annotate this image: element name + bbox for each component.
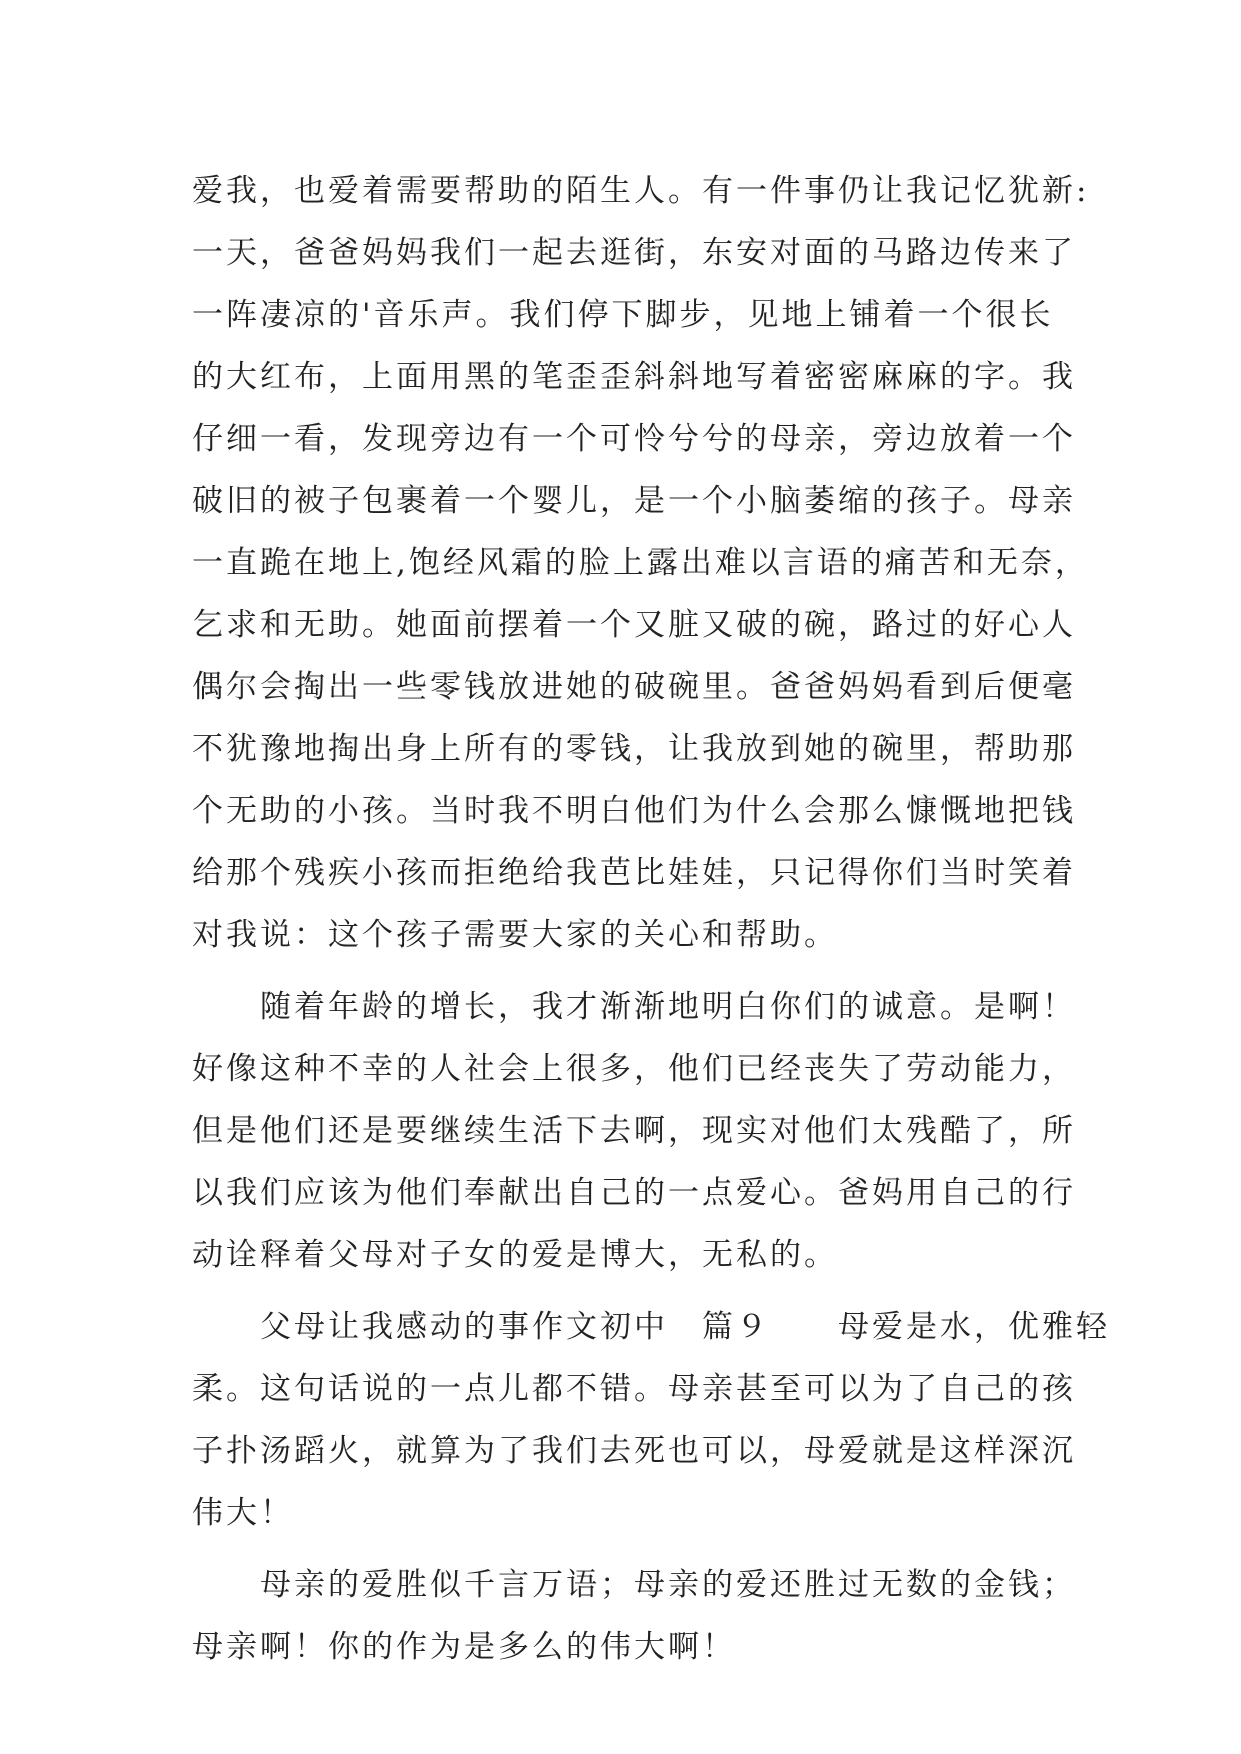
paragraph-1	[192, 160, 1090, 966]
text-line: 动诠释着父母对子女的爱是博大，无私的。	[192, 1237, 838, 1273]
text-line: 个无助的小孩。当时我不明白他们为什么会那么慷慨地把钱	[192, 793, 1076, 829]
text-line: 对我说：这个孩子需要大家的关心和帮助。	[192, 917, 838, 953]
text-line: 一直跪在地上,饱经风霜的脸上露出难以言语的痛苦和无奈，	[192, 545, 1089, 581]
text-line: 偶尔会掏出一些零钱放进她的破碗里。爸爸妈妈看到后便毫	[192, 669, 1076, 705]
paragraph-spacer	[192, 1286, 1072, 1296]
text-line: 仔细一看，发现旁边有一个可怜兮兮的母亲，旁边放着一个	[192, 421, 1076, 457]
paragraph-2	[192, 976, 1076, 1286]
text-line: 好像这种不幸的人社会上很多，他们已经丧失了劳动能力，	[192, 1051, 1076, 1087]
text-line: 不犹豫地掏出身上所有的零钱，让我放到她的碗里，帮助那	[192, 731, 1076, 767]
document-body	[192, 160, 1110, 1678]
paragraph-3	[192, 1296, 1110, 1544]
text-line: 随着年龄的增长，我才渐渐地明白你们的诚意。是啊！	[192, 989, 1076, 1025]
text-line: 伟大！	[192, 1495, 294, 1531]
text-line: 子扑汤蹈火，就算为了我们去死也可以，母爱就是这样深沉	[192, 1433, 1076, 1469]
text-line: 但是他们还是要继续生活下去啊，现实对他们太残酷了，所	[192, 1113, 1076, 1149]
text-line: 以我们应该为他们奉献出自己的一点爱心。爸妈用自己的行	[192, 1175, 1076, 1211]
text-line: 母亲啊！你的作为是多么的伟大啊！	[192, 1629, 736, 1665]
text-line: 给那个残疾小孩而拒绝给我芭比娃娃，只记得你们当时笑着	[192, 855, 1076, 891]
text-line: 一天，爸爸妈妈我们一起去逛街，东安对面的马路边传来了	[192, 235, 1076, 271]
text-line: 母亲的爱胜似千言万语；母亲的爱还胜过无数的金钱；	[192, 1567, 1076, 1603]
text-line: 柔。这句话说的一点儿都不错。母亲甚至可以为了自己的孩	[192, 1371, 1076, 1407]
text-line: 父母让我感动的事作文初中 篇９ 母爱是水，优雅轻	[192, 1309, 1110, 1345]
text-line: 一阵凄凉的'音乐声。我们停下脚步，见地上铺着一个很长	[192, 297, 1054, 333]
text-line: 的大红布，上面用黑的笔歪歪斜斜地写着密密麻麻的字。我	[192, 359, 1076, 395]
text-line: 破旧的被子包裹着一个婴儿，是一个小脑萎缩的孩子。母亲	[192, 483, 1076, 519]
paragraph-spacer	[192, 1544, 1072, 1554]
text-line: 爱我，也爱着需要帮助的陌生人。有一件事仍让我记忆犹新:	[192, 173, 1090, 209]
paragraph-4	[192, 1554, 1076, 1678]
paragraph-spacer	[192, 966, 1072, 976]
text-line: 乞求和无助。她面前摆着一个又脏又破的碗，路过的好心人	[192, 607, 1076, 643]
